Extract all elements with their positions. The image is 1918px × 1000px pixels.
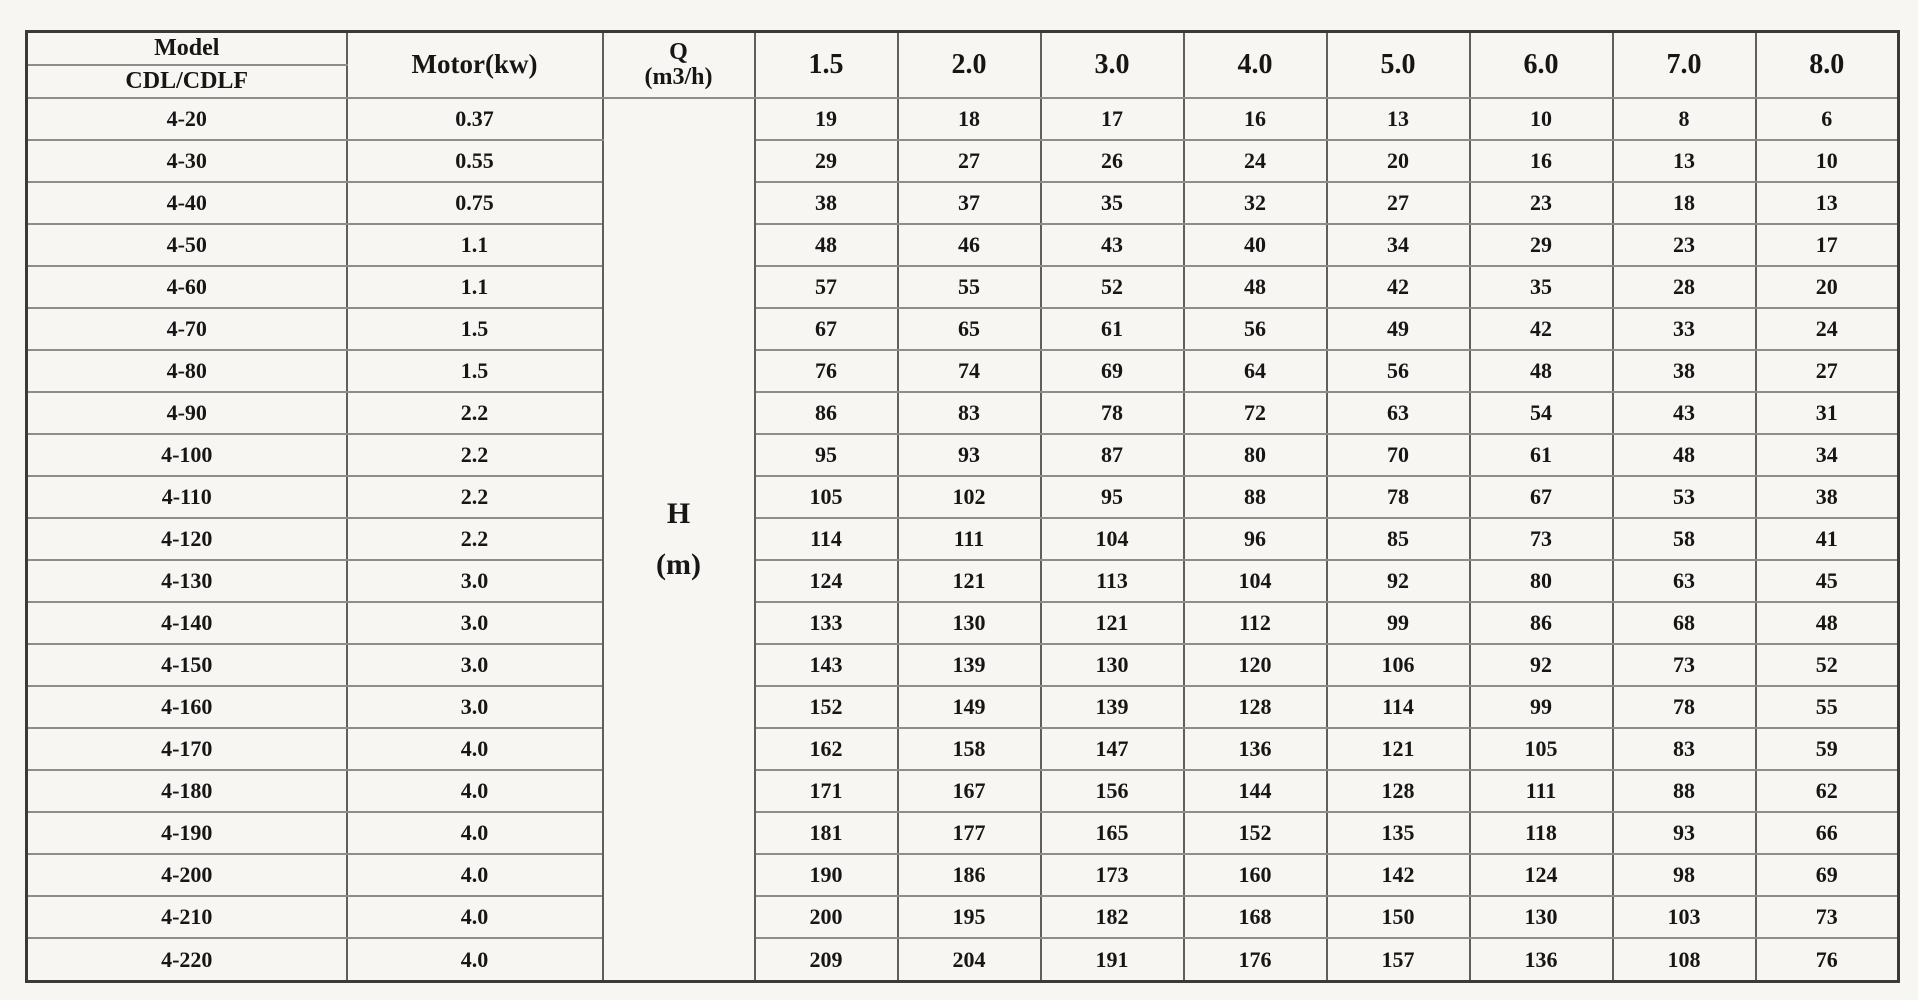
table-row (27, 434, 1899, 476)
head-value-cell: 27 (1756, 350, 1899, 392)
head-value-cell: 171 (755, 770, 898, 812)
motor-power-cell: 0.55 (347, 140, 603, 182)
head-value-cell: 38 (1613, 350, 1756, 392)
motor-power-cell: 3.0 (347, 602, 603, 644)
head-value-cell: 143 (755, 644, 898, 686)
head-value-cell: 103 (1613, 896, 1756, 938)
head-value-cell: 35 (1470, 266, 1613, 308)
head-value-cell: 34 (1756, 434, 1899, 476)
table-row (27, 602, 1899, 644)
table-row (27, 770, 1899, 812)
head-value-cell: 37 (898, 182, 1041, 224)
model-cell: 4-200 (27, 854, 347, 896)
head-value-cell: 16 (1470, 140, 1613, 182)
head-value-cell: 48 (1756, 602, 1899, 644)
motor-power-cell: 4.0 (347, 812, 603, 854)
motor-power-cell: 3.0 (347, 686, 603, 728)
head-value-cell: 85 (1327, 518, 1470, 560)
motor-power-cell: 2.2 (347, 518, 603, 560)
head-value-cell: 108 (1613, 938, 1756, 981)
head-value-cell: 182 (1041, 896, 1184, 938)
head-value-cell: 104 (1184, 560, 1327, 602)
head-value-cell: 78 (1613, 686, 1756, 728)
motor-power-cell: 4.0 (347, 728, 603, 770)
head-value-cell: 73 (1470, 518, 1613, 560)
head-value-cell: 48 (1613, 434, 1756, 476)
head-value-cell: 87 (1041, 434, 1184, 476)
head-value-cell: 135 (1327, 812, 1470, 854)
head-value-cell: 55 (1756, 686, 1899, 728)
head-value-cell: 45 (1756, 560, 1899, 602)
model-cell: 4-90 (27, 392, 347, 434)
head-value-cell: 98 (1613, 854, 1756, 896)
motor-power-cell: 1.5 (347, 308, 603, 350)
head-value-cell: 57 (755, 266, 898, 308)
head-value-cell: 124 (1470, 854, 1613, 896)
head-value-cell: 69 (1756, 854, 1899, 896)
model-cell: 4-100 (27, 434, 347, 476)
head-value-cell: 86 (755, 392, 898, 434)
head-value-cell: 96 (1184, 518, 1327, 560)
head-value-cell: 27 (898, 140, 1041, 182)
table-body (27, 98, 1899, 982)
head-value-cell: 42 (1327, 266, 1470, 308)
head-value-cell: 38 (1756, 476, 1899, 518)
head-value-cell: 99 (1470, 686, 1613, 728)
head-value-cell: 26 (1041, 140, 1184, 182)
head-value-cell: 162 (755, 728, 898, 770)
table-row (27, 98, 1899, 140)
motor-power-cell: 3.0 (347, 644, 603, 686)
head-value-cell: 69 (1041, 350, 1184, 392)
model-cell: 4-160 (27, 686, 347, 728)
head-value-cell: 17 (1041, 98, 1184, 140)
head-value-cell: 83 (1613, 728, 1756, 770)
table-row (27, 392, 1899, 434)
head-value-cell: 56 (1327, 350, 1470, 392)
head-value-cell: 48 (1184, 266, 1327, 308)
table-row (27, 308, 1899, 350)
head-symbol-label: H (666, 497, 691, 531)
head-value-cell: 78 (1327, 476, 1470, 518)
head-value-cell: 63 (1613, 560, 1756, 602)
flow-column-header: 2.0 (898, 32, 1041, 98)
table-row (27, 938, 1899, 981)
model-cell: 4-220 (27, 938, 347, 981)
head-value-cell: 111 (898, 518, 1041, 560)
head-value-cell: 29 (1470, 224, 1613, 266)
head-value-cell: 52 (1041, 266, 1184, 308)
head-value-cell: 106 (1327, 644, 1470, 686)
table-row (27, 560, 1899, 602)
head-value-cell: 167 (898, 770, 1041, 812)
head-value-cell: 136 (1184, 728, 1327, 770)
motor-power-cell: 3.0 (347, 560, 603, 602)
model-cell: 4-50 (27, 224, 347, 266)
head-value-cell: 16 (1184, 98, 1327, 140)
model-cell: 4-30 (27, 140, 347, 182)
head-value-cell: 24 (1184, 140, 1327, 182)
table-row (27, 896, 1899, 938)
head-value-cell: 128 (1327, 770, 1470, 812)
motor-power-cell: 0.75 (347, 182, 603, 224)
head-value-cell: 17 (1756, 224, 1899, 266)
flow-column-header: 3.0 (1041, 32, 1184, 98)
head-value-cell: 142 (1327, 854, 1470, 896)
head-value-cell: 173 (1041, 854, 1184, 896)
head-value-cell: 181 (755, 812, 898, 854)
motor-power-cell: 2.2 (347, 434, 603, 476)
head-value-cell: 53 (1613, 476, 1756, 518)
head-value-cell: 139 (898, 644, 1041, 686)
model-cell: 4-180 (27, 770, 347, 812)
flow-column-header: 8.0 (1756, 32, 1899, 98)
model-cell: 4-110 (27, 476, 347, 518)
model-cell: 4-140 (27, 602, 347, 644)
head-value-cell: 124 (755, 560, 898, 602)
head-value-cell: 139 (1041, 686, 1184, 728)
model-header-line1: Model (27, 32, 347, 65)
head-value-cell: 63 (1327, 392, 1470, 434)
motor-power-cell: 1.5 (347, 350, 603, 392)
head-value-cell: 74 (898, 350, 1041, 392)
head-value-cell: 54 (1470, 392, 1613, 434)
head-value-cell: 92 (1470, 644, 1613, 686)
head-value-cell: 130 (898, 602, 1041, 644)
head-value-cell: 13 (1327, 98, 1470, 140)
head-value-cell: 111 (1470, 770, 1613, 812)
head-value-cell: 186 (898, 854, 1041, 896)
head-value-cell: 120 (1184, 644, 1327, 686)
head-value-cell: 176 (1184, 938, 1327, 981)
table-row (27, 350, 1899, 392)
head-value-cell: 46 (898, 224, 1041, 266)
head-value-cell: 78 (1041, 392, 1184, 434)
pump-head-table (25, 30, 1900, 983)
table-row (27, 686, 1899, 728)
head-value-cell: 32 (1184, 182, 1327, 224)
head-value-cell: 41 (1756, 518, 1899, 560)
head-value-cell: 177 (898, 812, 1041, 854)
head-value-cell: 24 (1756, 308, 1899, 350)
head-value-cell: 73 (1613, 644, 1756, 686)
table-row (27, 644, 1899, 686)
head-value-cell: 95 (1041, 476, 1184, 518)
head-value-cell: 29 (755, 140, 898, 182)
flow-column-header: 1.5 (755, 32, 898, 98)
motor-power-cell: 1.1 (347, 266, 603, 308)
flow-column-header: 4.0 (1184, 32, 1327, 98)
model-cell: 4-60 (27, 266, 347, 308)
head-value-cell: 83 (898, 392, 1041, 434)
table-row (27, 518, 1899, 560)
head-value-cell: 121 (1327, 728, 1470, 770)
head-value-cell: 61 (1470, 434, 1613, 476)
head-value-cell: 42 (1470, 308, 1613, 350)
head-value-cell: 136 (1470, 938, 1613, 981)
model-cell: 4-170 (27, 728, 347, 770)
head-value-cell: 168 (1184, 896, 1327, 938)
motor-header: Motor(kw) (347, 32, 603, 98)
head-value-cell: 157 (1327, 938, 1470, 981)
head-value-cell: 88 (1613, 770, 1756, 812)
head-value-cell: 65 (898, 308, 1041, 350)
head-value-cell: 147 (1041, 728, 1184, 770)
head-value-cell: 105 (1470, 728, 1613, 770)
head-value-cell: 121 (898, 560, 1041, 602)
head-value-cell: 27 (1327, 182, 1470, 224)
head-value-cell: 20 (1756, 266, 1899, 308)
motor-power-cell: 4.0 (347, 854, 603, 896)
model-cell: 4-190 (27, 812, 347, 854)
head-value-cell: 62 (1756, 770, 1899, 812)
head-value-cell: 191 (1041, 938, 1184, 981)
model-cell: 4-80 (27, 350, 347, 392)
head-value-cell: 43 (1613, 392, 1756, 434)
head-value-cell: 76 (1756, 938, 1899, 981)
head-value-cell: 114 (1327, 686, 1470, 728)
head-value-cell: 48 (1470, 350, 1613, 392)
head-value-cell: 130 (1470, 896, 1613, 938)
model-cell: 4-210 (27, 896, 347, 938)
model-cell: 4-130 (27, 560, 347, 602)
head-value-cell: 61 (1041, 308, 1184, 350)
model-header-line2: CDL/CDLF (27, 65, 347, 98)
head-value-cell: 23 (1470, 182, 1613, 224)
head-value-cell: 48 (755, 224, 898, 266)
table-row (27, 476, 1899, 518)
head-value-cell: 10 (1756, 140, 1899, 182)
head-value-cell: 64 (1184, 350, 1327, 392)
head-value-cell: 56 (1184, 308, 1327, 350)
motor-power-cell: 4.0 (347, 896, 603, 938)
table-row (27, 728, 1899, 770)
flow-column-header: 6.0 (1470, 32, 1613, 98)
head-value-cell: 19 (755, 98, 898, 140)
head-value-cell: 18 (898, 98, 1041, 140)
head-value-cell: 80 (1470, 560, 1613, 602)
head-value-cell: 86 (1470, 602, 1613, 644)
head-value-cell: 52 (1756, 644, 1899, 686)
flow-column-header: 7.0 (1613, 32, 1756, 98)
flow-unit-header (603, 32, 755, 98)
head-unit-label: (m) (656, 548, 701, 582)
head-value-cell: 158 (898, 728, 1041, 770)
head-value-cell: 144 (1184, 770, 1327, 812)
table-row (27, 182, 1899, 224)
head-value-cell: 95 (755, 434, 898, 476)
motor-power-cell: 4.0 (347, 770, 603, 812)
head-value-cell: 20 (1327, 140, 1470, 182)
head-value-cell: 34 (1327, 224, 1470, 266)
head-value-cell: 8 (1613, 98, 1756, 140)
head-value-cell: 70 (1327, 434, 1470, 476)
head-value-cell: 23 (1613, 224, 1756, 266)
head-value-cell: 59 (1756, 728, 1899, 770)
head-value-cell: 99 (1327, 602, 1470, 644)
head-value-cell: 33 (1613, 308, 1756, 350)
head-value-cell: 72 (1184, 392, 1327, 434)
head-value-cell: 58 (1613, 518, 1756, 560)
head-value-cell: 35 (1041, 182, 1184, 224)
model-cell: 4-40 (27, 182, 347, 224)
head-value-cell: 165 (1041, 812, 1184, 854)
table-row (27, 140, 1899, 182)
flow-symbol-label: Q (669, 38, 688, 65)
motor-power-cell: 2.2 (347, 476, 603, 518)
motor-power-cell: 2.2 (347, 392, 603, 434)
head-value-cell: 31 (1756, 392, 1899, 434)
head-value-cell: 105 (755, 476, 898, 518)
head-value-cell: 130 (1041, 644, 1184, 686)
head-value-cell: 43 (1041, 224, 1184, 266)
head-value-cell: 38 (755, 182, 898, 224)
head-value-cell: 112 (1184, 602, 1327, 644)
head-value-cell: 18 (1613, 182, 1756, 224)
head-value-cell: 13 (1613, 140, 1756, 182)
head-value-cell: 28 (1613, 266, 1756, 308)
head-value-cell: 128 (1184, 686, 1327, 728)
head-value-cell: 49 (1327, 308, 1470, 350)
head-value-cell: 160 (1184, 854, 1327, 896)
head-value-cell: 76 (755, 350, 898, 392)
head-value-cell: 156 (1041, 770, 1184, 812)
head-value-cell: 73 (1756, 896, 1899, 938)
head-value-cell: 40 (1184, 224, 1327, 266)
head-value-cell: 102 (898, 476, 1041, 518)
head-value-cell: 13 (1756, 182, 1899, 224)
head-value-cell: 133 (755, 602, 898, 644)
model-cell: 4-70 (27, 308, 347, 350)
motor-power-cell: 0.37 (347, 98, 603, 140)
motor-power-cell: 4.0 (347, 938, 603, 981)
head-value-cell: 150 (1327, 896, 1470, 938)
head-value-cell: 67 (755, 308, 898, 350)
head-value-cell: 149 (898, 686, 1041, 728)
head-value-cell: 68 (1613, 602, 1756, 644)
flow-unit-label: (m3/h) (644, 63, 713, 90)
head-value-cell: 67 (1470, 476, 1613, 518)
head-value-cell: 93 (898, 434, 1041, 476)
head-value-cell: 190 (755, 854, 898, 896)
head-value-cell: 88 (1184, 476, 1327, 518)
table-row (27, 224, 1899, 266)
head-value-cell: 209 (755, 938, 898, 981)
table-header (27, 32, 1899, 98)
motor-power-cell: 1.1 (347, 224, 603, 266)
header-row-top (27, 32, 1899, 65)
head-value-cell: 195 (898, 896, 1041, 938)
head-value-cell: 104 (1041, 518, 1184, 560)
flow-column-header: 5.0 (1327, 32, 1470, 98)
head-value-cell: 152 (755, 686, 898, 728)
head-value-cell: 204 (898, 938, 1041, 981)
table-row (27, 266, 1899, 308)
model-cell: 4-20 (27, 98, 347, 140)
head-value-cell: 93 (1613, 812, 1756, 854)
head-value-cell: 114 (755, 518, 898, 560)
head-unit-cell (603, 98, 755, 982)
model-cell: 4-150 (27, 644, 347, 686)
head-value-cell: 66 (1756, 812, 1899, 854)
head-value-cell: 80 (1184, 434, 1327, 476)
head-value-cell: 118 (1470, 812, 1613, 854)
table-row (27, 854, 1899, 896)
head-value-cell: 200 (755, 896, 898, 938)
head-value-cell: 10 (1470, 98, 1613, 140)
model-cell: 4-120 (27, 518, 347, 560)
head-value-cell: 6 (1756, 98, 1899, 140)
head-value-cell: 113 (1041, 560, 1184, 602)
head-value-cell: 92 (1327, 560, 1470, 602)
head-value-cell: 121 (1041, 602, 1184, 644)
table-row (27, 812, 1899, 854)
head-value-cell: 152 (1184, 812, 1327, 854)
head-value-cell: 55 (898, 266, 1041, 308)
